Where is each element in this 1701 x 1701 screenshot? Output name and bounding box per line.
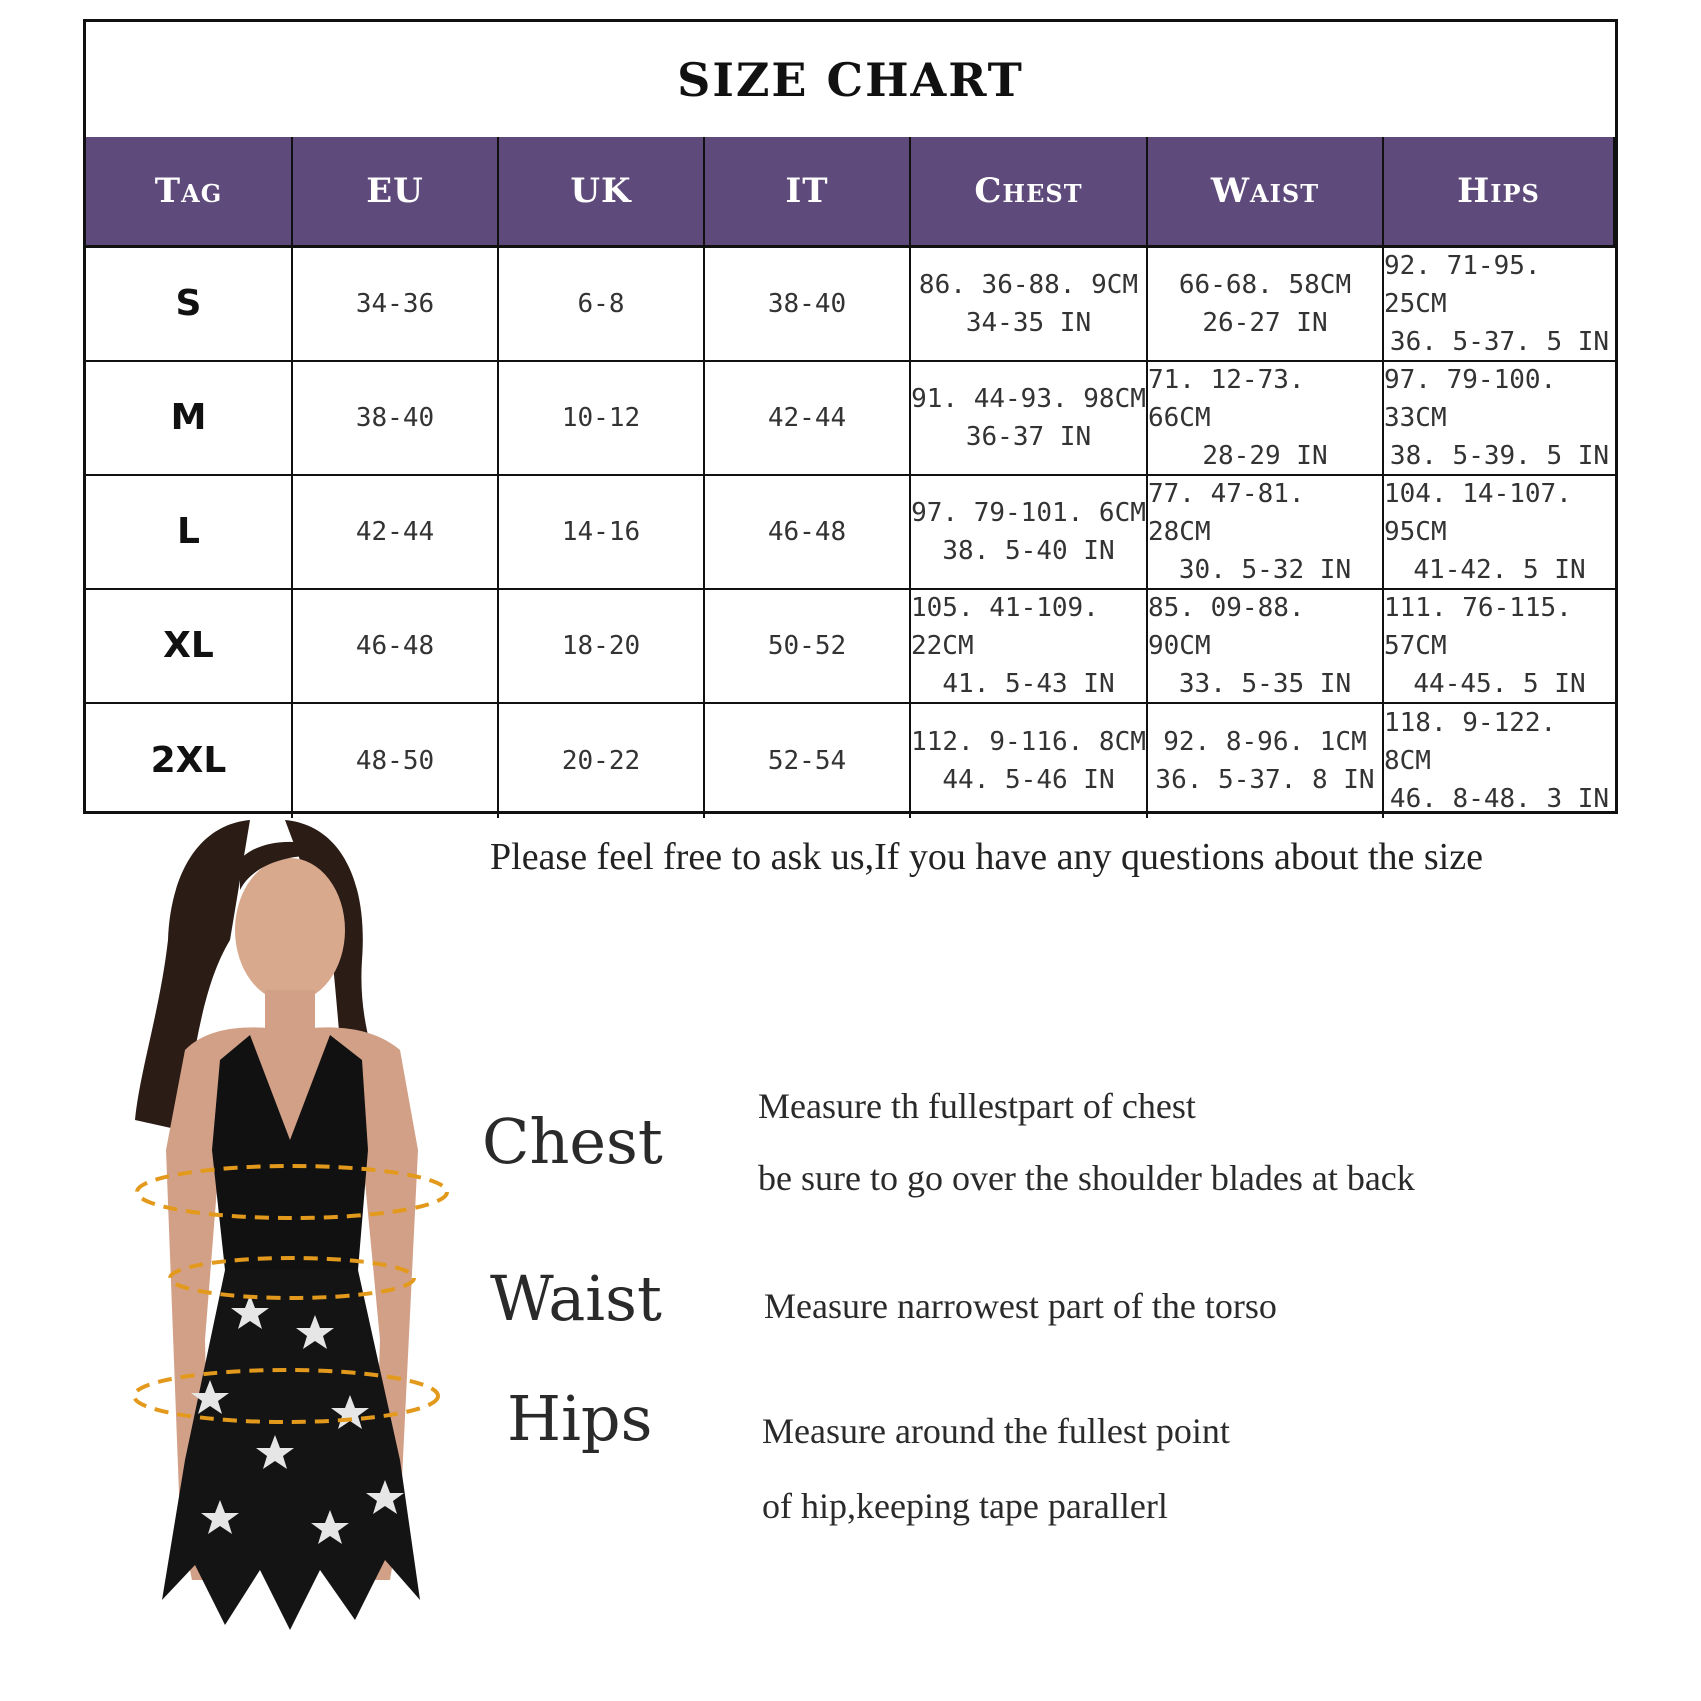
cell-eu: 42-44: [293, 476, 499, 590]
cell-it: 52-54: [705, 704, 911, 818]
cell-uk: 18-20: [499, 590, 705, 704]
face-shape: [235, 858, 345, 1002]
cell-hips-in: 41-42. 5 IN: [1413, 555, 1586, 585]
cell-waist-in: 36. 5-37. 8 IN: [1155, 765, 1375, 795]
cell-hips: [1384, 248, 1615, 362]
cell-chest-cm: 105. 41-109. 22CM: [911, 593, 1099, 661]
cell-waist: [1148, 590, 1384, 704]
cell-waist-in: 30. 5-32 IN: [1178, 555, 1352, 585]
cell-chest: [911, 362, 1148, 476]
cell-waist-cm: 92. 8-96. 1CM: [1163, 727, 1367, 757]
cell-tag: XL: [86, 590, 293, 704]
cell-hips-cm: 118. 9-122. 8CM: [1384, 708, 1557, 776]
cell-eu: 38-40: [293, 362, 499, 476]
cell-uk: 14-16: [499, 476, 705, 590]
size-question-note: Please feel free to ask us,If you have any questions about the size: [490, 836, 1483, 878]
cell-tag: M: [86, 362, 293, 476]
size-chart-title: SIZE CHART: [677, 52, 1024, 107]
cell-it: 38-40: [705, 248, 911, 362]
header-tag: Tag: [86, 137, 293, 248]
cell-chest: [911, 590, 1148, 704]
cell-eu: 34-36: [293, 248, 499, 362]
cell-chest-in: 38. 5-40 IN: [942, 536, 1115, 566]
cell-waist-in: 28-29 IN: [1202, 441, 1328, 471]
header-waist: Waist: [1148, 137, 1384, 248]
cell-hips-cm: 92. 71-95. 25CM: [1384, 251, 1541, 319]
cell-chest: [911, 248, 1148, 362]
cell-waist-cm: 66-68. 58CM: [1178, 270, 1352, 300]
cell-waist-in: 26-27 IN: [1202, 308, 1328, 338]
cell-waist-cm: 85. 09-88. 90CM: [1148, 593, 1305, 661]
cell-uk: 20-22: [499, 704, 705, 818]
cell-uk: 6-8: [499, 248, 705, 362]
cell-chest-cm: 86. 36-88. 9CM: [918, 270, 1139, 300]
cell-chest-in: 44. 5-46 IN: [942, 765, 1115, 795]
chest-label: Chest: [482, 1105, 663, 1178]
cell-waist: [1148, 362, 1384, 476]
cell-waist: [1148, 476, 1384, 590]
cell-chest-in: 41. 5-43 IN: [942, 669, 1115, 699]
cell-waist: [1148, 248, 1384, 362]
cell-it: 42-44: [705, 362, 911, 476]
cell-tag: L: [86, 476, 293, 590]
cell-it: 50-52: [705, 590, 911, 704]
cell-hips: [1384, 476, 1615, 590]
header-chest: Chest: [911, 137, 1148, 248]
cell-tag: 2XL: [86, 704, 293, 818]
cell-chest-cm: 112. 9-116. 8CM: [911, 727, 1146, 757]
cell-hips: [1384, 362, 1615, 476]
cell-tag: S: [86, 248, 293, 362]
cell-hips-in: 46. 8-48. 3 IN: [1389, 784, 1610, 814]
hips-instruction-line2: of hip,keeping tape parallerl: [762, 1486, 1168, 1526]
cell-hips: [1384, 590, 1615, 704]
cell-eu: 48-50: [293, 704, 499, 818]
cell-hips-in: 44-45. 5 IN: [1413, 669, 1586, 699]
waist-label: Waist: [490, 1262, 662, 1335]
cell-it: 46-48: [705, 476, 911, 590]
size-grid: [86, 137, 1615, 814]
hips-instruction-line1: Measure around the fullest point: [762, 1411, 1230, 1451]
cell-chest: [911, 476, 1148, 590]
hips-label: Hips: [507, 1382, 653, 1455]
header-eu: EU: [293, 137, 499, 248]
waist-instruction: Measure narrowest part of the torso: [764, 1286, 1277, 1326]
cell-waist-cm: 77. 47-81. 28CM: [1148, 479, 1305, 547]
cell-hips: [1384, 704, 1615, 818]
cell-hips-in: 38. 5-39. 5 IN: [1389, 441, 1610, 471]
model-swimsuit-illustration: [100, 820, 480, 1701]
header-it: IT: [705, 137, 911, 248]
header-uk: UK: [499, 137, 705, 248]
cell-waist: [1148, 704, 1384, 818]
chest-instruction-line1: Measure th fullestpart of chest: [758, 1086, 1196, 1126]
cell-chest-cm: 97. 79-101. 6CM: [911, 498, 1146, 528]
cell-eu: 46-48: [293, 590, 499, 704]
chest-instruction-line2: be sure to go over the shoulder blades at back: [758, 1158, 1415, 1198]
cell-chest-in: 34-35 IN: [965, 308, 1092, 338]
cell-waist-in: 33. 5-35 IN: [1178, 669, 1352, 699]
cell-hips-cm: 104. 14-107. 95CM: [1384, 479, 1572, 547]
cell-hips-cm: 111. 76-115. 57CM: [1384, 593, 1572, 661]
cell-chest-cm: 91. 44-93. 98CM: [911, 384, 1146, 414]
cell-hips-cm: 97. 79-100. 33CM: [1384, 365, 1557, 433]
cell-hips-in: 36. 5-37. 5 IN: [1389, 327, 1610, 357]
size-chart-title-row: [86, 22, 1615, 140]
size-chart-table: [83, 19, 1618, 814]
cell-waist-cm: 71. 12-73. 66CM: [1148, 365, 1305, 433]
cell-chest-in: 36-37 IN: [965, 422, 1092, 452]
cell-uk: 10-12: [499, 362, 705, 476]
header-hips: Hips: [1384, 137, 1615, 248]
cell-chest: [911, 704, 1148, 818]
